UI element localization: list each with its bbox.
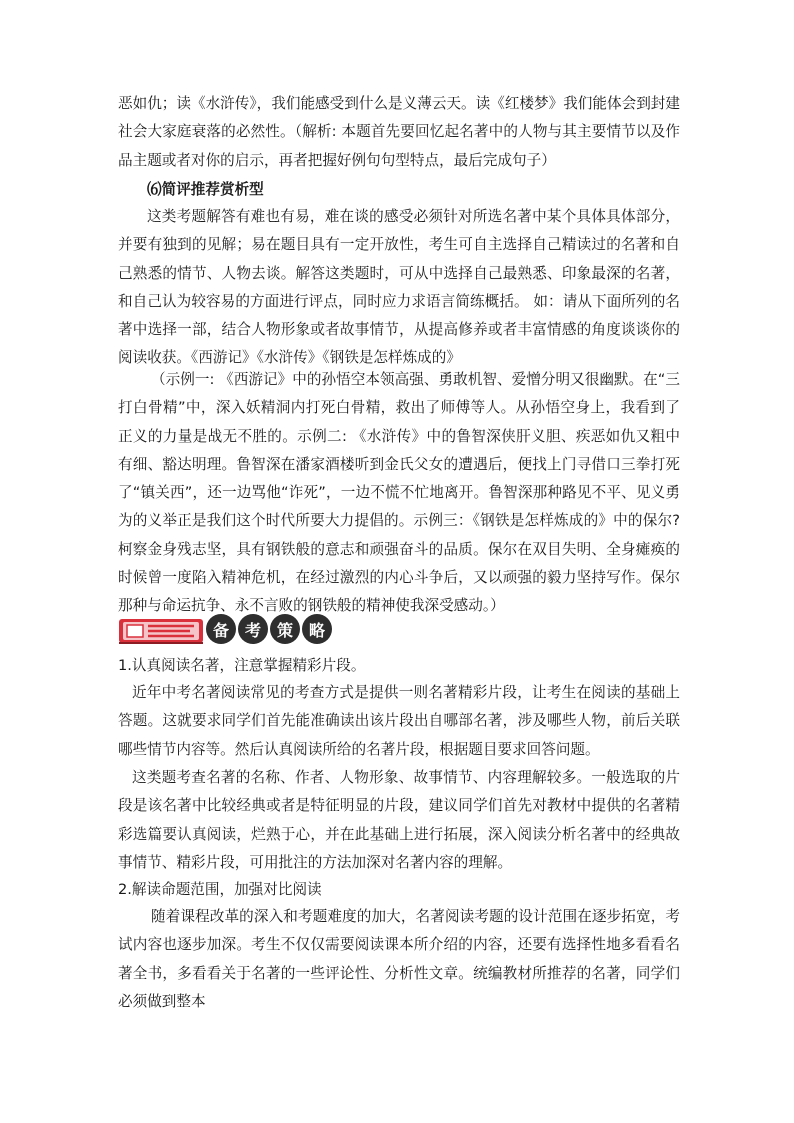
section-heading-review: ⑹简评推荐赏析型 (147, 181, 264, 198)
review-paragraph: 这类考题解答有难也有易，难在谈的感受必须针对所选名著中某个具体具体部分，并要有独到的见解；易在题目具有一定开放性，考生可自主选择自己精读过的名著和自己熟悉的情节、人物去谈。解答这类题时，可从中选择自己最熟悉、印象最深的名著，和自己认为较容易的方面进行评点，同时应力求语言简练概括。 如：请从下面所列的名著中选择一部，结合人物形象或者故事情节，从提高修养或者丰富情感的角度谈谈你的阅读收获。《西游记》《水浒传》《钢铁是怎样炼成的》 (118, 208, 680, 367)
intro-paragraph: 恶如仇；读《水浒传》，我们能感受到什么是义薄云天。读《红楼梦》我们能体会到封建社会大家庭衰落的必然性。（解析: 本题首先要回忆起名著中的人物与其主要情节以及作品主题或者对你的启示，再者把握好例句句型特点，最后完成句子） (118, 95, 680, 169)
banner-char: 策 (270, 614, 300, 644)
banner-char: 略 (302, 614, 332, 644)
strategy-1-paragraph-2: 这类题考查名著的名称、作者、人物形象、故事情节、内容理解较多。一般选取的片段是该名著中比较经典或者是特征明显的片段，建议同学们首先对教材中提供的名著精彩选篇要认真阅读，烂熟于心，并在此基础上进行拓展，深入阅读分析名著中的经典故事情节、精彩片段，可用批注的方法加深对名著内容的理解。 (118, 769, 680, 871)
example-paragraph: （示例一: 《西游记》中的孙悟空本领高强、勇敢机智、爱憎分明又很幽默。在“三打白骨精”中，深入妖精洞内打死白骨精，救出了师傅等人。从孙悟空身上，我看到了正义的力量是战无不胜的。示例二: 《水浒传》中的鲁智深侠肝义胆、疾恶如仇又粗中有细、豁达明理。鲁智深在潘家酒楼听到金氏父女的遭遇后，便找上门寻借口三拳打死了“镇关西”，还一边骂他“诈死”，一边不慌不忙地离开。鲁智深那种路见不平、见义勇为的义举正是我们这个时代所要大力提倡的。示例三：《钢铁是怎样炼成的》中的保尔?柯察金身残志坚，具有钢铁般的意志和顽强奋斗的品质。保尔在双目失明、全身瘫痪的时候曾一度陷入精神危机，在经过激烈的内心斗争后，又以顽强的毅力坚持写作。保尔那种与命运抗争、永不言败的钢铁般的精神使我深受感动。） (118, 371, 680, 615)
banner-char: 考 (238, 614, 268, 644)
strategy-2-title: 2.解读命题范围，加强对比阅读 (118, 881, 322, 898)
strategy-1-title: 1.认真阅读名著，注意掌握精彩片段。 (118, 657, 366, 674)
banner-title (206, 614, 334, 644)
book-icon (118, 617, 204, 645)
strategy-1-paragraph-1: 近年中考名著阅读常见的考查方式是提供一则名著精彩片段，让考生在阅读的基础上答题。这就要求同学们首先能准确读出该片段出自哪部名著，涉及哪些人物，前后关联哪些情节内容等。然后认真阅读所给的名著片段，根据题目要求回答问题。 (118, 684, 680, 758)
banner-char: 备 (206, 614, 236, 644)
strategy-banner (118, 612, 325, 648)
strategy-2-paragraph-1: 随着课程改革的深入和考题难度的加大，名著阅读考题的设计范围在逐步拓宽，考试内容也逐步加深。考生不仅仅需要阅读课本所介绍的内容，还要有选择性地多看看名著全书，多看看关于名著的一些评论性、分析性文章。统编教材所推荐的名著，同学们必须做到整本 (118, 908, 680, 1010)
